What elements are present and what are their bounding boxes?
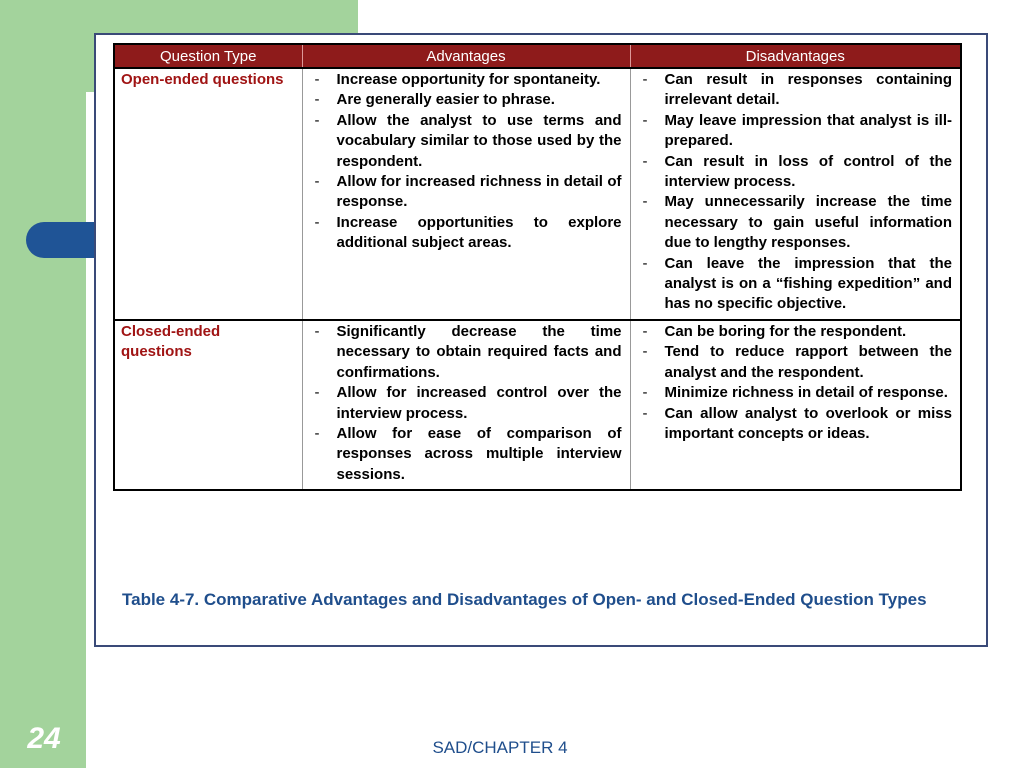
advantage-item: - Increase opportunity for spontaneity.	[309, 70, 622, 90]
slide-number: 24	[27, 722, 61, 755]
advantages-cell	[302, 68, 630, 320]
advantage-item: - Allow the analyst to use terms and vocabulary similar to those used by the respondent.	[309, 111, 622, 172]
disadvantages-cell	[630, 68, 961, 320]
disadvantage-item: - Can result in responses containing irrelevant detail.	[637, 70, 953, 111]
disadvantage-item: - Can be boring for the respondent.	[637, 322, 953, 342]
advantage-item: - Allow for increased control over the interview process.	[309, 383, 622, 424]
header-question-type: Question Type	[114, 44, 302, 68]
decorative-green-band	[0, 0, 86, 768]
table-caption: Table 4-7. Comparative Advantages and Disadvantages of Open- and Closed-Ended Question Types	[122, 590, 927, 609]
comparison-table	[113, 43, 962, 491]
disadvantage-item: - Can leave the impression that the analyst is on a “fishing expedition” and has no specific objective.	[637, 254, 953, 315]
question-type-label: Open-ended questions	[121, 71, 284, 88]
advantage-item: - Increase opportunities to explore additional subject areas.	[309, 213, 622, 254]
header-disadvantages: Disadvantages	[630, 44, 961, 68]
disadvantage-item: - Can allow analyst to overlook or miss important concepts or ideas.	[637, 404, 953, 445]
disadvantage-item: - Tend to reduce rapport between the analyst and the respondent.	[637, 342, 953, 383]
advantage-item: - Are generally easier to phrase.	[309, 90, 622, 110]
advantages-cell	[302, 320, 630, 490]
table-row-closed-ended	[114, 320, 961, 490]
disadvantage-item: - May unnecessarily increase the time necessary to gain useful information due to lengthy responses.	[637, 192, 953, 253]
header-advantages: Advantages	[302, 44, 630, 68]
footer-text: SAD/CHAPTER 4	[432, 738, 568, 757]
question-type-label: Closed-ended questions	[121, 322, 221, 360]
advantage-item: - Significantly decrease the time necessary to obtain required facts and confirmations.	[309, 322, 622, 383]
table-row-open-ended	[114, 68, 961, 320]
disadvantages-cell	[630, 320, 961, 490]
question-type-cell	[114, 68, 302, 320]
disadvantage-item: - May leave impression that analyst is ill-prepared.	[637, 111, 953, 152]
advantage-item: - Allow for increased richness in detail of response.	[309, 172, 622, 213]
question-type-cell	[114, 320, 302, 490]
table-header-row	[114, 44, 961, 68]
disadvantage-item: - Can result in loss of control of the interview process.	[637, 152, 953, 193]
disadvantage-item: - Minimize richness in detail of response.	[637, 383, 953, 403]
advantage-item: - Allow for ease of comparison of responses across multiple interview sessions.	[309, 424, 622, 485]
